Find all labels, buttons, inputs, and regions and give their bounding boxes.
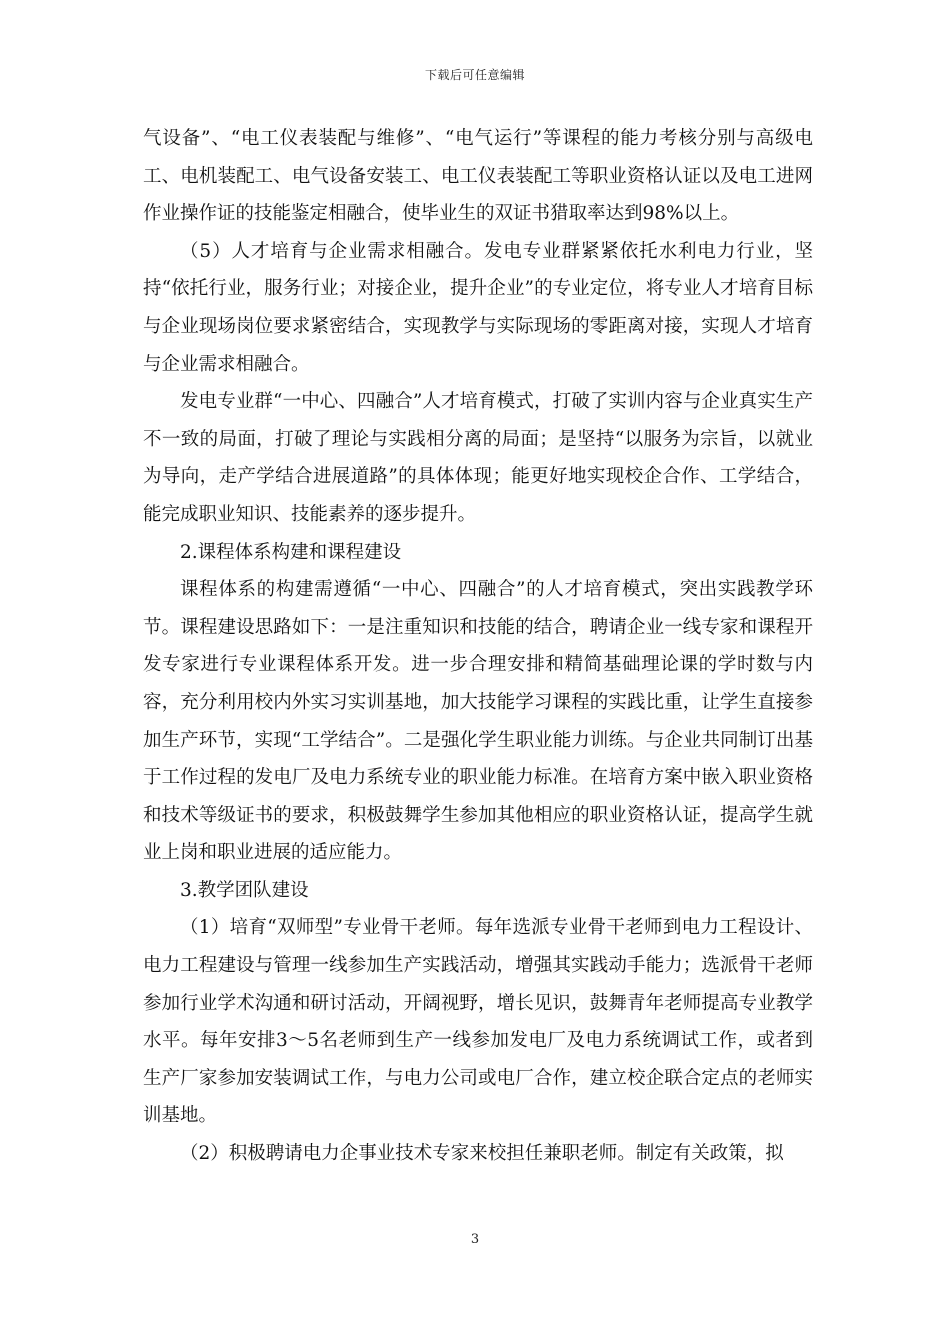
page-number: 3 <box>470 1232 480 1247</box>
paragraph: 发电专业群“一中心、四融合”人才培育模式，打破了实训内容与企业真实生产不一致的局面，打破了理论与实践相分离的局面；是坚持“以服务为宗旨，以就业为导向，走产学结合进展道路”的具体体现；能更好地实现校企合作、工学结合，能完成职业知识、技能素养的逐步提升。 <box>143 391 813 525</box>
paragraph: （2）积极聘请电力企事业技术专家来校担任兼职老师。制定有关政策，拟 <box>180 1143 784 1165</box>
paragraph: （1）培育“双师型”专业骨干老师。每年选派专业骨干老师到电力工程设计、电力工程建设与管理一线参加生产实践活动，增强其实践动手能力；选派骨干老师参加行业学术沟通和研讨活动，开阔视野，增长见识，鼓舞青年老师提高专业教学水平。每年安排3～5名老师到生产一线参加发电厂及电力系统调试工作，或者到生产厂家参加安装调试工作，与电力公司或电厂合作，建立校企联合定点的老师实训基地。 <box>143 917 813 1127</box>
paragraph: （5）人才培育与企业需求相融合。发电专业群紧紧依托水利电力行业，坚持“依托行业，服务行业；对接企业，提升企业”的专业定位，将专业人才培育目标与企业现场岗位要求紧密结合，实现教学与实际现场的零距离对接，实现人才培育与企业需求相融合。 <box>143 240 813 375</box>
page-header: 下载后可任意编辑 <box>424 68 525 82</box>
paragraph: 课程体系的构建需遵循“一中心、四融合”的人才培育模式，突出实践教学环节。课程建设思路如下：一是注重知识和技能的结合，聘请企业一线专家和课程开发专家进行专业课程体系开发。进一步合理安排和精简基础理论课的学时数与内容，充分利用校内外实习实训基地，加大技能学习课程的实践比重，让学生直接参加生产环节，实现“工学结合”。二是强化学生职业能力训练。与企业共同制订出基于工作过程的发电厂及电力系统专业的职业能力标准。在培育方案中嵌入职业资格和技术等级证书的要求，积极鼓舞学生参加其他相应的职业资格认证，提高学生就业上岗和职业进展的适应能力。 <box>143 579 813 864</box>
section-heading: 2.课程体系构建和课程建设 <box>180 541 402 563</box>
section-heading: 3.教学团队建设 <box>180 879 309 901</box>
paragraph: 气设备”、“电工仪表装配与维修”、“电气运行”等课程的能力考核分别与高级电工、电机装配工、电气设备安装工、电工仪表装配工等职业资格认证以及电工进网作业操作证的技能鉴定相融合，使毕业生的双证书猎取率达到98%以上。 <box>143 128 813 225</box>
document-body <box>143 120 813 1173</box>
